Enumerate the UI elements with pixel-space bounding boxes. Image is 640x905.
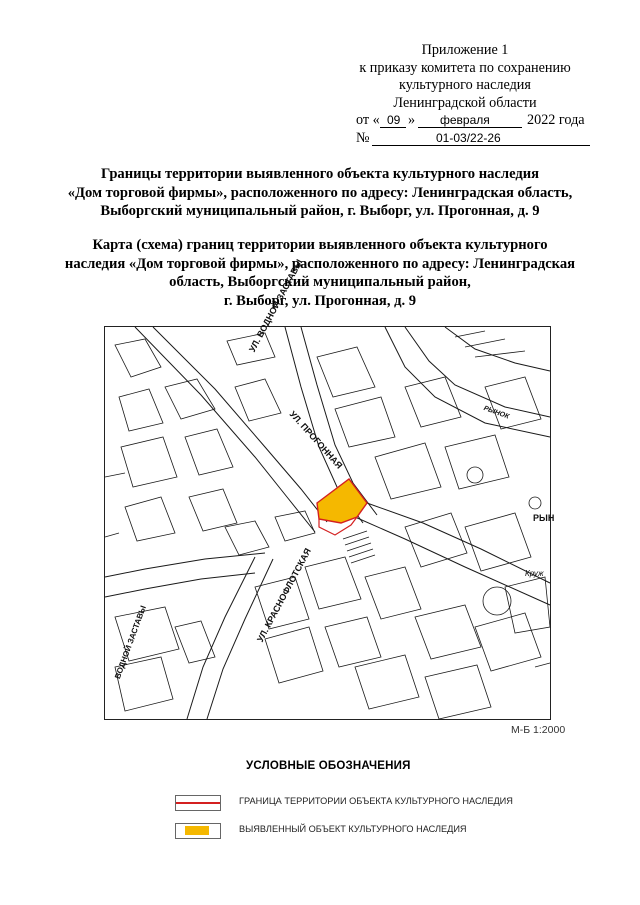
order-number-row	[330, 130, 600, 148]
map-scale: М-Б 1:2000	[511, 724, 566, 736]
map-title-line-4: г. Выборг, ул. Прогонная, д. 9	[223, 292, 417, 309]
number-sign: №	[356, 130, 370, 147]
order-year: 2022 года	[527, 112, 585, 129]
rynok-label: РЫН	[533, 513, 555, 523]
boundary-line	[176, 802, 220, 804]
map-drawing	[105, 327, 550, 719]
river-edge-2	[405, 327, 550, 417]
map-title-line-2: наследия «Дом торговой фирмы», расположенного по адресу: Ленинградская	[64, 255, 576, 272]
street-edge-5	[187, 557, 255, 719]
appendix-header	[330, 42, 600, 148]
month-underline	[418, 127, 522, 128]
day-underline	[380, 127, 406, 128]
legend-boundary-label: ГРАНИЦА ТЕРРИТОРИИ ОБЪЕКТА КУЛЬТУРНОГО НАСЛЕДИЯ	[239, 796, 513, 806]
title-line-2: «Дом торговой фирмы», расположенного по адресу: Ленинградская область,	[67, 184, 573, 201]
object-fill	[185, 826, 209, 835]
map-title	[40, 236, 600, 310]
region-name: Ленинградской области	[393, 94, 537, 111]
number-underline	[372, 145, 590, 146]
street-edge-1	[135, 327, 315, 532]
street-label-krasnoflotskaya: УЛ. КРАСНОФЛОТСКАЯ	[255, 546, 313, 644]
legend-object-label: ВЫЯВЛЕННЫЙ ОБЪЕКТ КУЛЬТУРНОГО НАСЛЕДИЯ	[239, 824, 467, 834]
street-label-vodnoy-2: ВОДНОЙ ЗАСТАВЫ	[113, 604, 148, 681]
map-title-line-1: Карта (схема) границ территории выявленного объекта культурного	[92, 237, 548, 253]
market-label: РЫНОК	[482, 405, 510, 421]
title-line-3: Выборгский муниципальный район, г. Выборг, ул. Прогонная, д. 9	[100, 203, 540, 220]
order-number: 01-03/22-26	[436, 131, 501, 146]
street-edge-9	[355, 517, 550, 605]
street-edge-8	[105, 573, 255, 597]
order-date-row	[330, 112, 600, 130]
legend-title: УСЛОВНЫЕ ОБОЗНАЧЕНИЯ	[246, 760, 411, 772]
kruzh-label: Круж	[525, 569, 544, 578]
river-edge-3	[445, 327, 550, 371]
date-prefix: от «	[356, 112, 380, 129]
title-line-1: Границы территории выявленного объекта культурного наследия	[100, 166, 540, 182]
street-label-vodnoy-zastavy: УЛ. ВОДНОЙ ЗАСТАВЫ	[247, 257, 305, 354]
date-mid: »	[408, 112, 416, 129]
appendix-label: Приложение 1	[421, 42, 509, 58]
object-swatch	[175, 823, 221, 839]
street-label-progonnaya: УЛ. ПРОГОННАЯ	[287, 409, 345, 471]
cultural-object-area	[317, 479, 367, 523]
order-month: февраля	[440, 113, 490, 128]
order-day: 09	[387, 113, 401, 128]
order-reference: к приказу комитета по сохранению	[359, 59, 571, 76]
street-edge-10	[367, 503, 550, 583]
street-edge-7	[105, 553, 265, 577]
order-reference-2: культурного наследия	[399, 77, 531, 94]
boundary-swatch	[175, 795, 221, 811]
map-title-line-3: область, Выборгский муниципальный район,	[169, 274, 471, 291]
document-title	[40, 165, 600, 221]
